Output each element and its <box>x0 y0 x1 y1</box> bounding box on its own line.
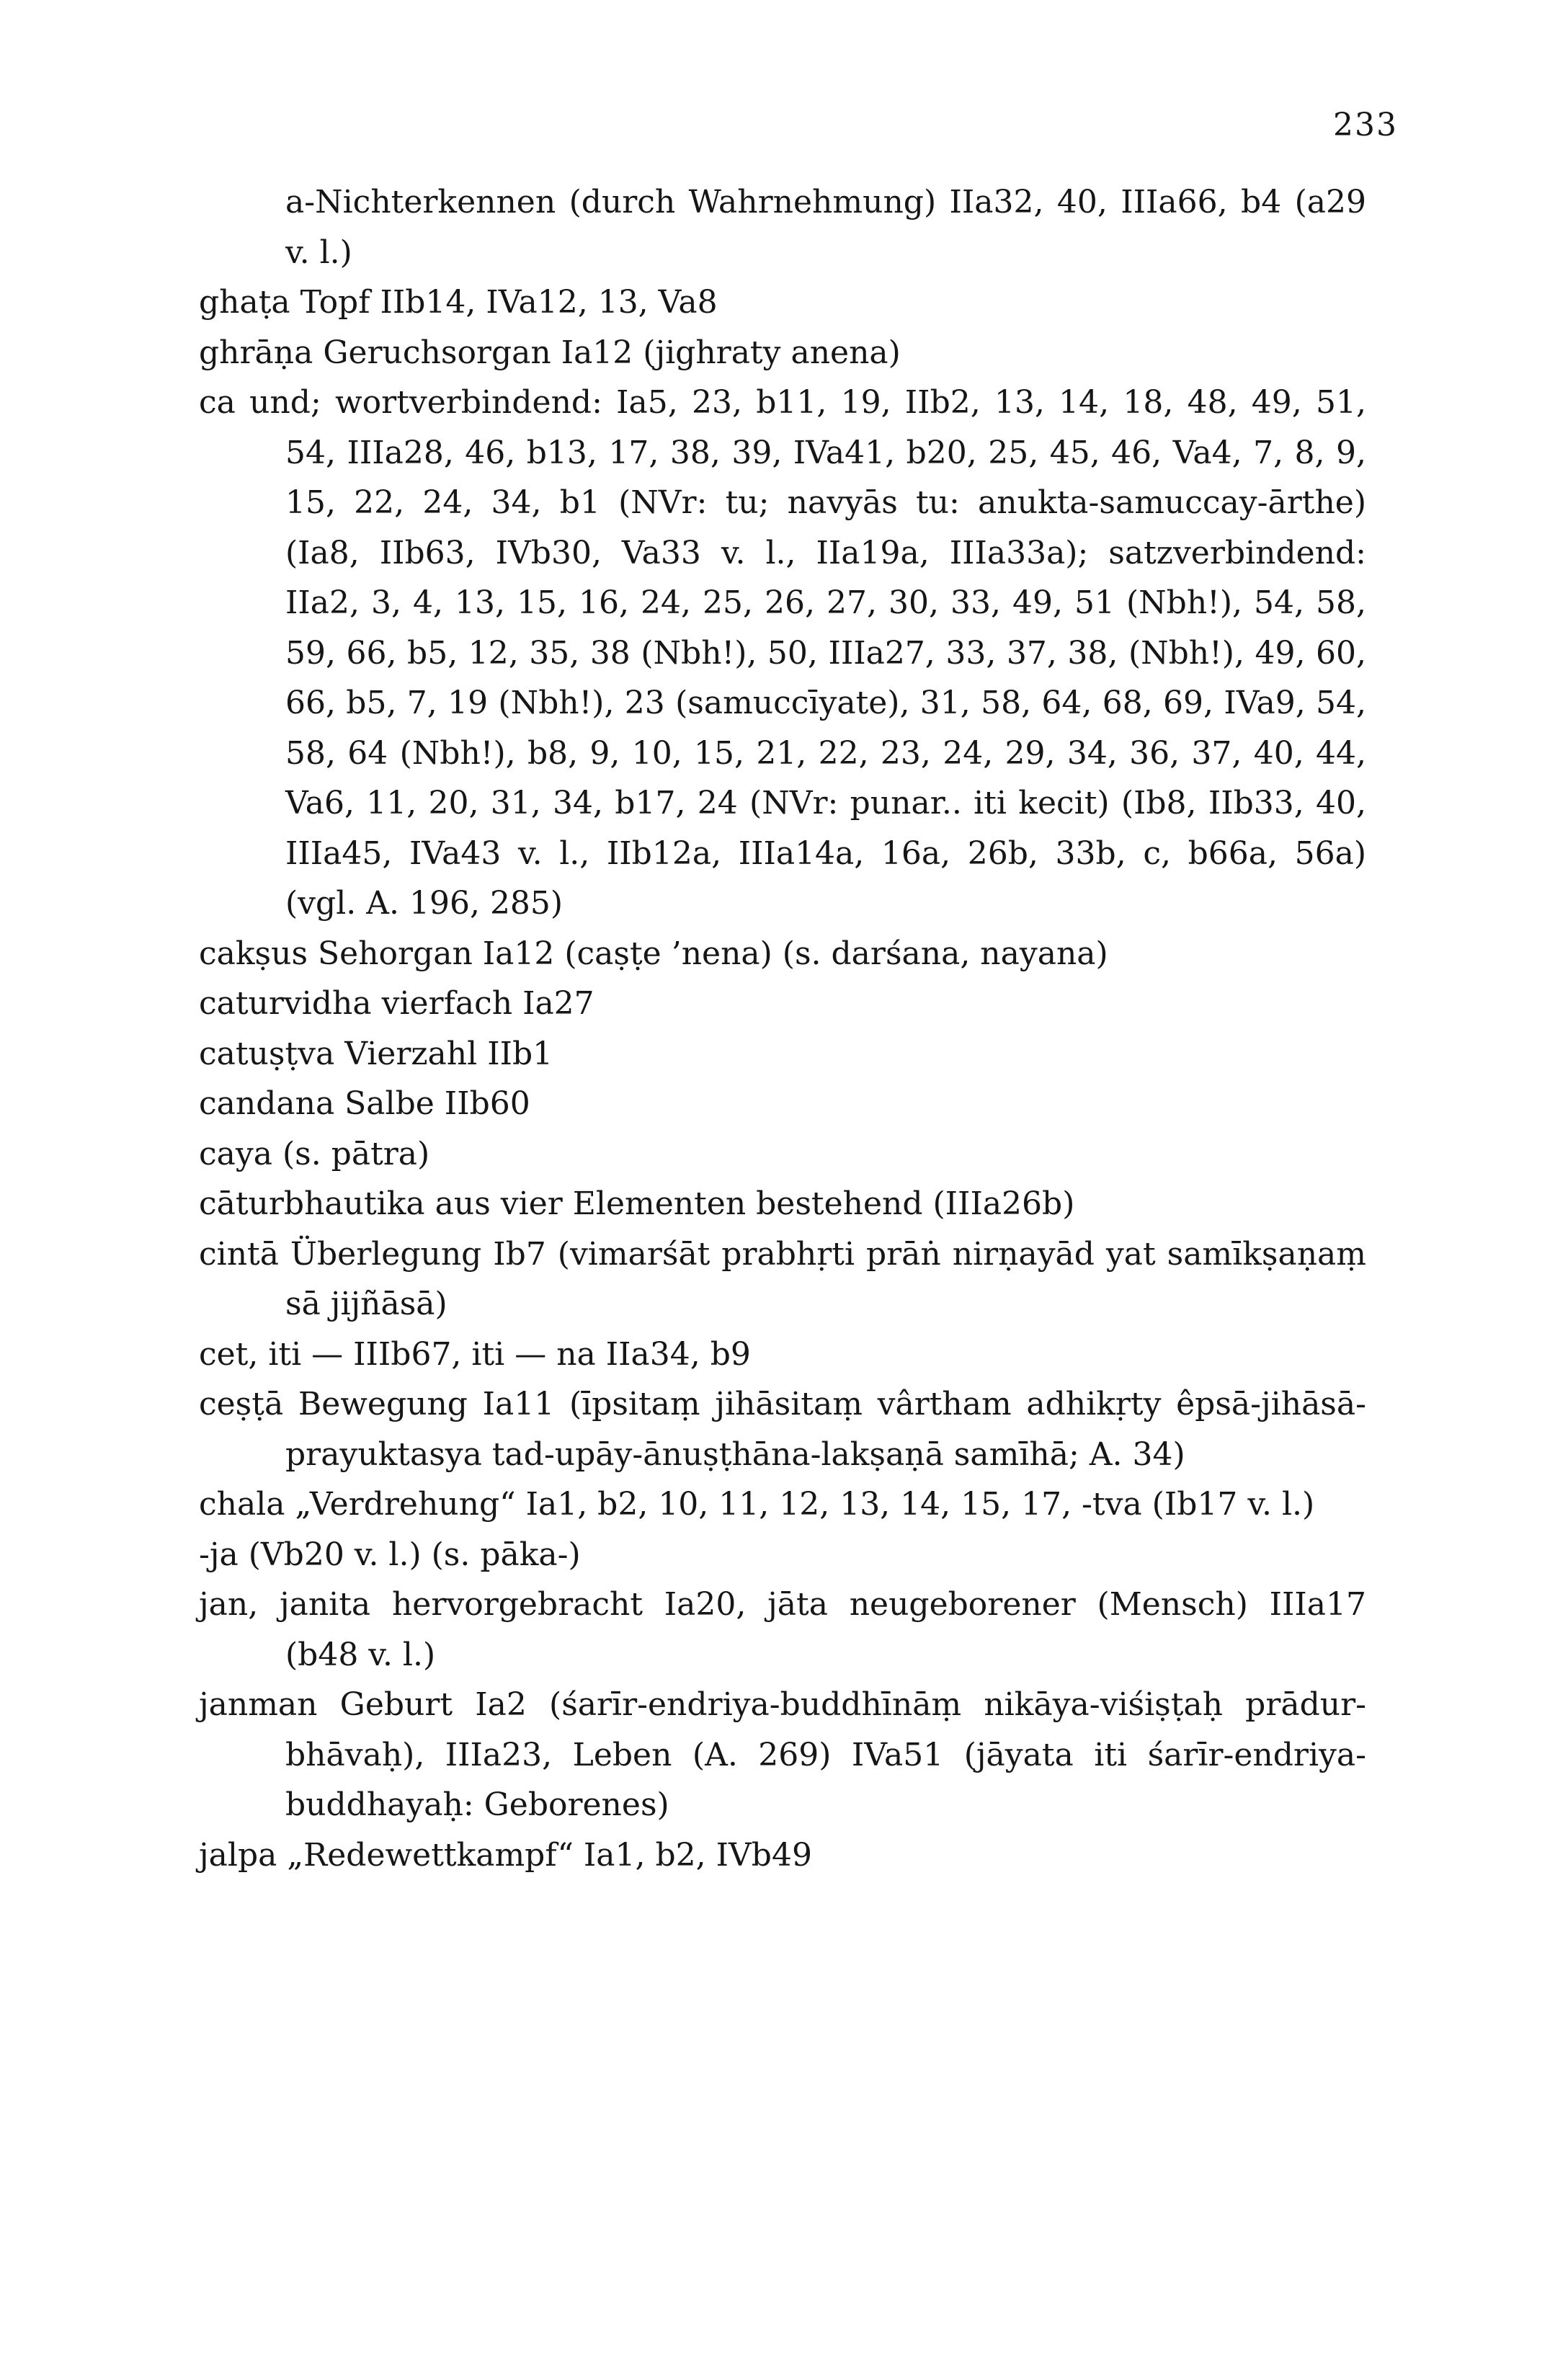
glossary-entry: janman Geburt Ia2 (śarīr-endriya-buddhīnāṃ nikāya-viśiṣṭaḥ prādur-bhāvaḥ), IIIa23, Leben (A. 269) IVa51 (jāyata iti śarīr-endriya-buddhayaḥ: Geborenes) <box>199 1686 1366 1823</box>
glossary-entry: -ja (Vb20 v. l.) (s. pāka-) <box>199 1536 581 1573</box>
glossary-entry: ca und; wortverbindend: Ia5, 23, b11, 19, IIb2, 13, 14, 18, 48, 49, 51, 54, IIIa28, 46, b13, 17, 38, 39, IVa41, b20, 25, 45, 46, Va4, 7, 8, 9, 15, 22, 24, 34, b1 (NVr: tu; navyās tu: anukta-samuccay-ārthe) (Ia8, IIb63, IVb30, Va33 v. l., IIa19a, IIIa33a); satzverbindend: IIa2, 3, 4, 13, 15, 16, 24, 25, 26, 27, 30, 33, 49, 51 (Nbh!), 54, 58, 59, 66, b5, 12, 35, 38 (Nbh!), 50, IIIa27, 33, 37, 38, (Nbh!), 49, 60, 66, b5, 7, 19 (Nbh!), 23 (samuccīyate), 31, 58, 64, 68, 69, IVa9, 54, 58, 64 (Nbh!), b8, 9, 10, 15, 21, 22, 23, 24, 29, 34, 36, 37, 40, 44, Va6, 11, 20, 31, 34, b17, 24 (NVr: punar.. iti kecit) (Ib8, IIb33, 40, IIIa45, IVa43 v. l., IIb12a, IIIa14a, 16a, 26b, 33b, c, b66a, 56a) (vgl. A. 196, 285) <box>199 384 1366 922</box>
glossary-entry: chala „Verdrehung“ Ia1, b2, 10, 11, 12, 13, 14, 15, 17, -tva (Ib17 v. l.) <box>199 1486 1315 1523</box>
glossary-entry: a-Nichterkennen (durch Wahrnehmung) IIa32, 40, IIIa66, b4 (a29 v. l.) <box>285 184 1366 271</box>
glossary-entry-list <box>199 177 1366 1880</box>
glossary-entry: jalpa „Redewettkampf“ Ia1, b2, IVb49 <box>199 1836 812 1874</box>
glossary-entry: cet, iti — IIIb67, iti — na IIa34, b9 <box>199 1335 751 1373</box>
glossary-entry: ghaṭa Topf IIb14, IVa12, 13, Va8 <box>199 284 718 321</box>
glossary-entry: jan, janita hervorgebracht Ia20, jāta neugeborener (Mensch) IIIa17 (b48 v. l.) <box>199 1586 1366 1673</box>
page-number: 233 <box>1333 107 1398 143</box>
glossary-entry: cakṣus Sehorgan Ia12 (caṣṭe ’nena) (s. darśana, nayana) <box>199 935 1108 972</box>
glossary-entry: cintā Überlegung Ib7 (vimarśāt prabhṛti prāṅ nirṇayād yat samīkṣaṇaṃ sā jijñāsā) <box>199 1235 1366 1322</box>
glossary-entry: ceṣṭā Bewegung Ia11 (īpsitaṃ jihāsitaṃ vârtham adhikṛty êpsā-jihāsā-prayuktasya tad-upāy-ānuṣṭhāna-lakṣaṇā samīhā; A. 34) <box>199 1386 1366 1473</box>
glossary-entry: candana Salbe IIb60 <box>199 1085 530 1122</box>
glossary-entry: cāturbhautika aus vier Elementen bestehend (IIIa26b) <box>199 1185 1075 1222</box>
glossary-entry: caturvidha vierfach Ia27 <box>199 985 594 1022</box>
glossary-entry: catuṣṭva Vierzahl IIb1 <box>199 1035 553 1072</box>
glossary-entry: ghrāṇa Geruchsorgan Ia12 (jighraty anena) <box>199 334 901 371</box>
glossary-entry: caya (s. pātra) <box>199 1135 430 1172</box>
